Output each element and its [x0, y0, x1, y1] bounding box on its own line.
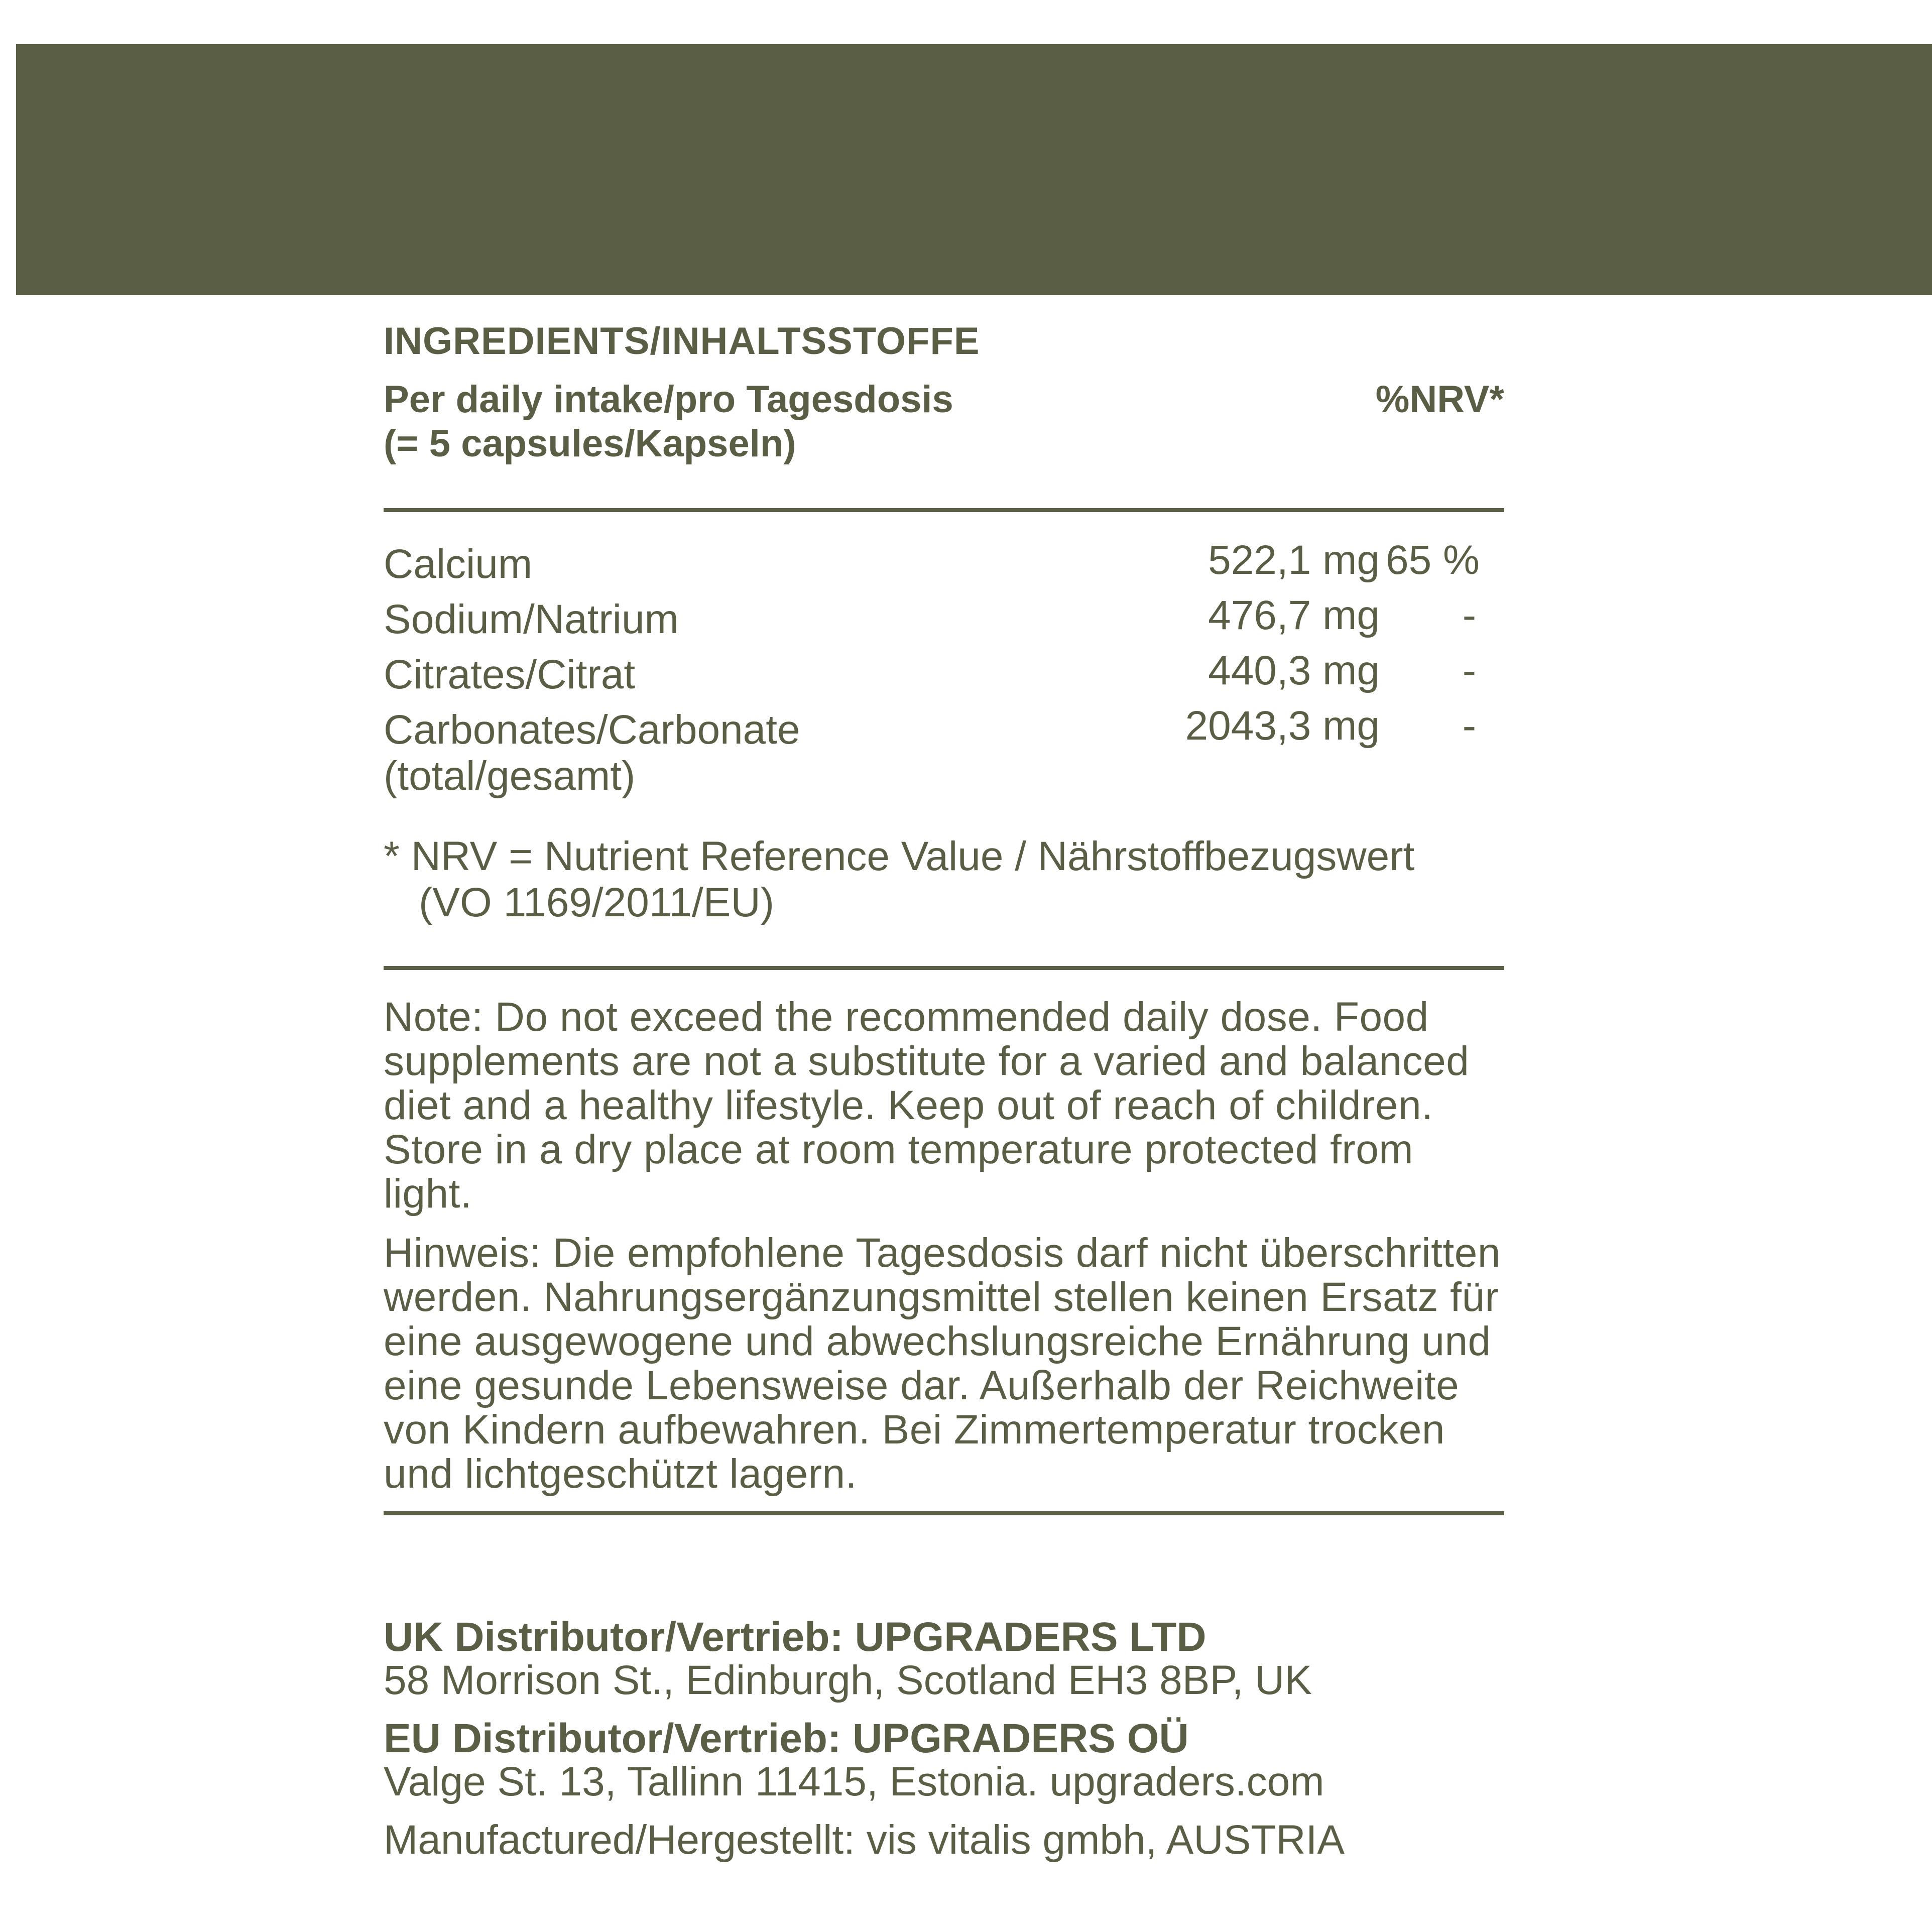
- ingredient-name: Citrates/Citrat: [384, 652, 636, 697]
- intake-header: [384, 378, 1508, 468]
- ingredient-nrv: -: [1462, 703, 1476, 749]
- ingredients-table: [384, 537, 1508, 803]
- ingredient-amount: 476,7 mg: [1208, 592, 1380, 638]
- ingredient-nrv: -: [1462, 592, 1476, 638]
- footnote-line-1: * NRV = Nutrient Reference Value / Nährstoffbezugswert: [384, 833, 1415, 879]
- warnings-section: [384, 995, 1508, 1496]
- ingredient-name-line-2: (total/gesamt): [384, 753, 636, 799]
- intake-line-2: (= 5 capsules/Kapseln): [384, 422, 796, 465]
- divider: [384, 966, 1504, 970]
- ingredient-name-line-1: Carbonates/Carbonate: [384, 707, 800, 753]
- ingredient-row-calcium: [384, 537, 1508, 592]
- ingredient-name: [384, 707, 1086, 799]
- ingredient-amount: 440,3 mg: [1208, 648, 1380, 693]
- ingredient-name: Sodium/Natrium: [384, 596, 679, 642]
- label-content: [384, 316, 1508, 1877]
- ingredients-heading: INGREDIENTS/INHALTSSTOFFE: [384, 320, 980, 363]
- eu-distributor: [384, 1717, 1508, 1803]
- ingredient-name: Calcium: [384, 541, 533, 587]
- eu-distributor-address: Valge St. 13, Tallinn 11415, Estonia. upgraders.com: [384, 1759, 1324, 1804]
- divider: [384, 508, 1504, 512]
- uk-distributor: [384, 1616, 1508, 1702]
- ingredient-row-sodium: [384, 592, 1508, 648]
- uk-distributor-title: UK Distributor/Vertrieb: UPGRADERS LTD: [384, 1614, 1206, 1660]
- note-english: Note: Do not exceed the recommended daily dose. Food supplements are not a substitute for a varied and balanced diet and a healthy lifestyle. Keep out of reach of children. Store in a dry place at room temperature protected from light.: [384, 994, 1470, 1217]
- note-german: Hinweis: Die empfohlene Tagesdosis darf nicht überschritten werden. Nahrungsergänzungsmittel stellen keinen Ersatz für eine ausgewogene und abwechslungsreiche Ernährung und eine gesunde Lebensweise dar. Außerhalb der Reichweite von Kindern aufbewahren. Bei Zimmertemperatur trocken und lichtgeschützt lagern.: [384, 1230, 1501, 1497]
- ingredient-nrv: -: [1462, 648, 1476, 693]
- uk-distributor-address: 58 Morrison St., Edinburgh, Scotland EH3 8BP, UK: [384, 1657, 1312, 1703]
- ingredient-nrv: 65 %: [1386, 537, 1480, 583]
- eu-distributor-title: EU Distributor/Vertrieb: UPGRADERS OÜ: [384, 1716, 1189, 1761]
- ingredient-row-citrates: [384, 648, 1508, 703]
- footnote-line-2: (VO 1169/2011/EU): [419, 880, 775, 925]
- ingredient-amount: 2043,3 mg: [1185, 703, 1380, 749]
- intake-line-1: Per daily intake/pro Tagesdosis: [384, 378, 953, 421]
- nrv-column-header: %NRV*: [1375, 378, 1504, 421]
- header-band: [16, 44, 1932, 295]
- intake-label: [384, 378, 1508, 466]
- nrv-footnote: [384, 833, 1508, 926]
- manufacturer: Manufactured/Hergestellt: vis vitalis gmbh, AUSTRIA: [384, 1817, 1345, 1863]
- ingredient-amount: 522,1 mg: [1208, 537, 1380, 583]
- ingredient-row-carbonates: [384, 703, 1508, 803]
- divider: [384, 1511, 1504, 1515]
- distributor-info: [384, 1616, 1508, 1862]
